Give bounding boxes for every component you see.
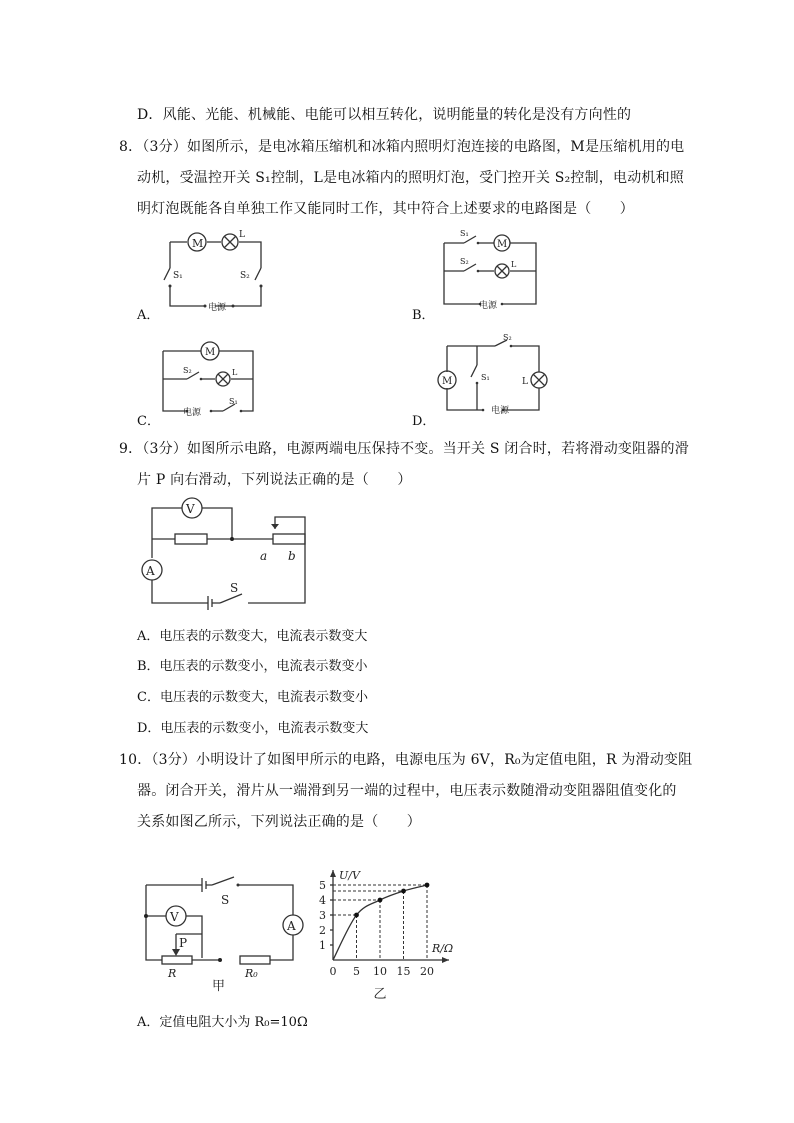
svg-text:a: a [260,549,268,563]
q10-chart-yi [310,840,470,1000]
q8-option-d-label: D． [412,414,436,429]
svg-text:M: M [442,376,453,387]
svg-text:S₂: S₂ [183,366,192,375]
y-tick-label: 3 [319,909,326,922]
q9-stem-line2: 片 P 向右滑动，下列说法正确的是（ ） [137,472,412,488]
svg-text:M: M [192,237,204,250]
q9-stem-line1: 9．（3分）如图所示电路，电源两端电压保持不变。当开关 S 闭合时，若将滑动变阻器的滑 [119,441,689,457]
svg-text:b: b [288,549,296,563]
y-axis-label: U/V [339,869,360,882]
svg-text:S₂: S₂ [240,271,250,281]
data-point [354,913,359,918]
data-point [425,883,430,888]
q10-circuit-jia [140,872,300,997]
svg-text:S₁: S₁ [229,397,238,406]
svg-text:V: V [186,502,195,516]
x-axis-arrow [442,957,449,963]
svg-text:M: M [497,239,508,250]
q8-option-a-label: A． [137,308,160,323]
svg-text:A: A [287,919,296,933]
svg-text:电源: 电源 [208,303,227,313]
q10-stem-line3: 关系如图乙所示，下列说法正确的是（ ） [137,814,421,830]
chart-caption-yi: 乙 [373,987,387,1002]
rheostat-icon [273,534,305,544]
x-tick-label: 5 [353,965,360,978]
svg-text:L: L [239,230,245,240]
q9-option-b: B．电压表的示数变小，电流表示数变小 [137,659,368,674]
svg-text:电源: 电源 [479,301,498,311]
y-tick-label: 4 [319,894,326,907]
svg-text:R: R [168,967,177,980]
data-point [378,898,383,903]
y-tick-label: 5 [319,879,326,892]
x-tick-label: 10 [373,965,387,978]
q10-stem-line2: 器。闭合开关，滑片从一端滑到另一端的过程中，电压表示数随滑动变阻器阻值变化的 [137,783,677,799]
svg-text:甲: 甲 [212,979,226,994]
y-tick-label: 2 [319,924,326,937]
svg-text:电源: 电源 [491,406,510,416]
switch-s2-icon [255,268,261,280]
x-axis-label: R/Ω [432,942,454,955]
svg-text:S₁: S₁ [481,373,490,382]
svg-text:P: P [179,936,188,950]
q7-option-d: D．风能、光能、机械能、电能可以相互转化，说明能量的转化是没有方向性的 [137,107,632,123]
q9-circuit [138,494,318,609]
q8-stem-line1: 8．（3分）如图所示，是电冰箱压缩机和冰箱内照明灯泡连接的电路图，M是压缩机用的电 [119,139,685,155]
x-tick-label: 20 [420,965,434,978]
svg-text:A: A [146,564,155,578]
q9-option-a: A．电压表的示数变大，电流表示数变大 [137,629,368,644]
q9-option-c: C．电压表的示数变大，电流表示数变小 [137,690,368,705]
svg-text:S: S [230,581,239,595]
svg-text:S₂: S₂ [460,257,469,266]
y-axis-arrow [330,870,336,877]
q8-circuit-b [440,230,540,315]
q8-stem-line2: 动机，受温控开关 S₁控制，L是电冰箱内的照明灯泡，受门控开关 S₂控制，电动机和照 [137,170,685,186]
svg-text:S₁: S₁ [173,271,183,281]
x-tick-label: 0 [329,965,337,978]
q8-circuit-a [160,228,270,313]
q10-stem-line1: 10．（3分）小明设计了如图甲所示的电路，电源电压为 6V，R₀为定值电阻，R 为滑动变阻 [119,752,693,768]
svg-text:L: L [511,260,517,269]
q8-circuit-d [435,335,545,415]
q8-option-b-label: B． [412,308,435,323]
q8-circuit-c [159,340,259,420]
svg-text:S₂: S₂ [503,333,512,342]
q10-option-a: A．定值电阻大小为 R₀=10Ω [137,1015,308,1030]
y-tick-label: 1 [319,939,326,952]
switch-s1-icon [164,268,170,280]
q9-option-d: D．电压表的示数变小，电流表示数变大 [137,721,369,736]
x-tick-label: 15 [396,965,411,978]
svg-text:L: L [522,377,528,387]
q8-stem-line3: 明灯泡既能各自单独工作又能同时工作，其中符合上述要求的电路图是（ ） [137,201,634,217]
svg-text:L: L [232,368,238,377]
svg-text:电源: 电源 [183,408,202,418]
svg-text:S: S [221,893,230,907]
svg-text:R₀: R₀ [245,967,258,980]
data-point [401,889,406,894]
svg-text:S₁: S₁ [460,229,469,238]
q8-option-c-label: C． [137,414,160,429]
svg-text:M: M [205,347,216,358]
svg-text:V: V [170,910,179,924]
